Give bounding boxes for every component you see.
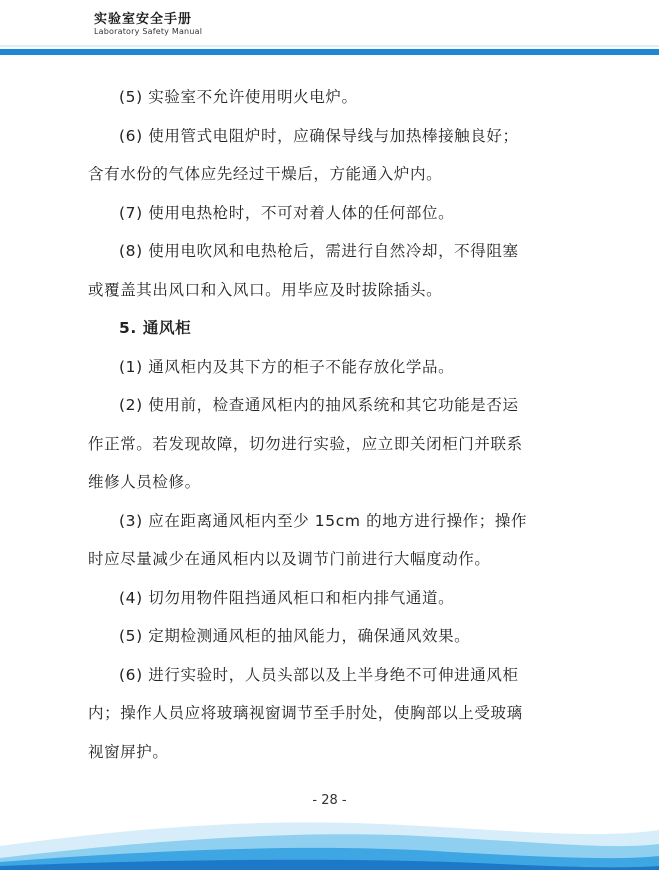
paragraph-line: 或覆盖其出风口和入风口。用毕应及时拔除插头。 — [88, 280, 443, 299]
paragraph-line: (3) 应在距离通风柜内至少 15cm 的地方进行操作；操作 — [119, 511, 528, 530]
page-number: - 28 - — [312, 793, 347, 808]
paragraph-line: 内；操作人员应将玻璃视窗调节至手肘处，使胸部以上受玻璃 — [88, 704, 523, 722]
document-body — [88, 78, 578, 771]
section-heading: 5. 通风柜 — [119, 319, 192, 337]
paragraph-line: (1) 通风柜内及其下方的柜子不能存放化学品。 — [119, 357, 455, 376]
manual-title: 实验室安全手册 — [94, 12, 193, 27]
paragraph-line: 作正常。若发现故障，切勿进行实验，应立即关闭柜门并联系 — [88, 434, 523, 453]
manual-subtitle: Laboratory Safety Manual — [94, 27, 203, 36]
paragraph-line: 视窗屏护。 — [88, 742, 169, 761]
paragraph-line: (7) 使用电热枪时，不可对着人体的任何部位。 — [119, 203, 455, 222]
paragraph-line: 时应尽量减少在通风柜内以及调节门前进行大幅度动作。 — [88, 550, 491, 568]
paragraph-line: (4) 切勿用物件阻挡通风柜口和柜内排气通道。 — [119, 588, 455, 607]
paragraph-line: (5) 实验室不允许使用明火电炉。 — [119, 88, 358, 106]
paragraph-line: (6) 进行实验时，人员头部以及上半身绝不可伸进通风柜 — [119, 665, 519, 684]
footer-wave-decoration — [0, 800, 659, 870]
paragraph-line: (5) 定期检测通风柜的抽风能力，确保通风效果。 — [119, 627, 471, 645]
paragraph-line: 维修人员检修。 — [88, 473, 201, 491]
paragraph-line: (2) 使用前，检查通风柜内的抽风系统和其它功能是否运 — [119, 396, 519, 414]
paragraph-line: (8) 使用电吹风和电热枪后，需进行自然冷却，不得阻塞 — [119, 242, 519, 260]
paragraph-line: 含有水份的气体应先经过干燥后，方能通入炉内。 — [88, 165, 443, 183]
paragraph-line: (6) 使用管式电阻炉时，应确保导线与加热棒接触良好； — [119, 126, 519, 145]
